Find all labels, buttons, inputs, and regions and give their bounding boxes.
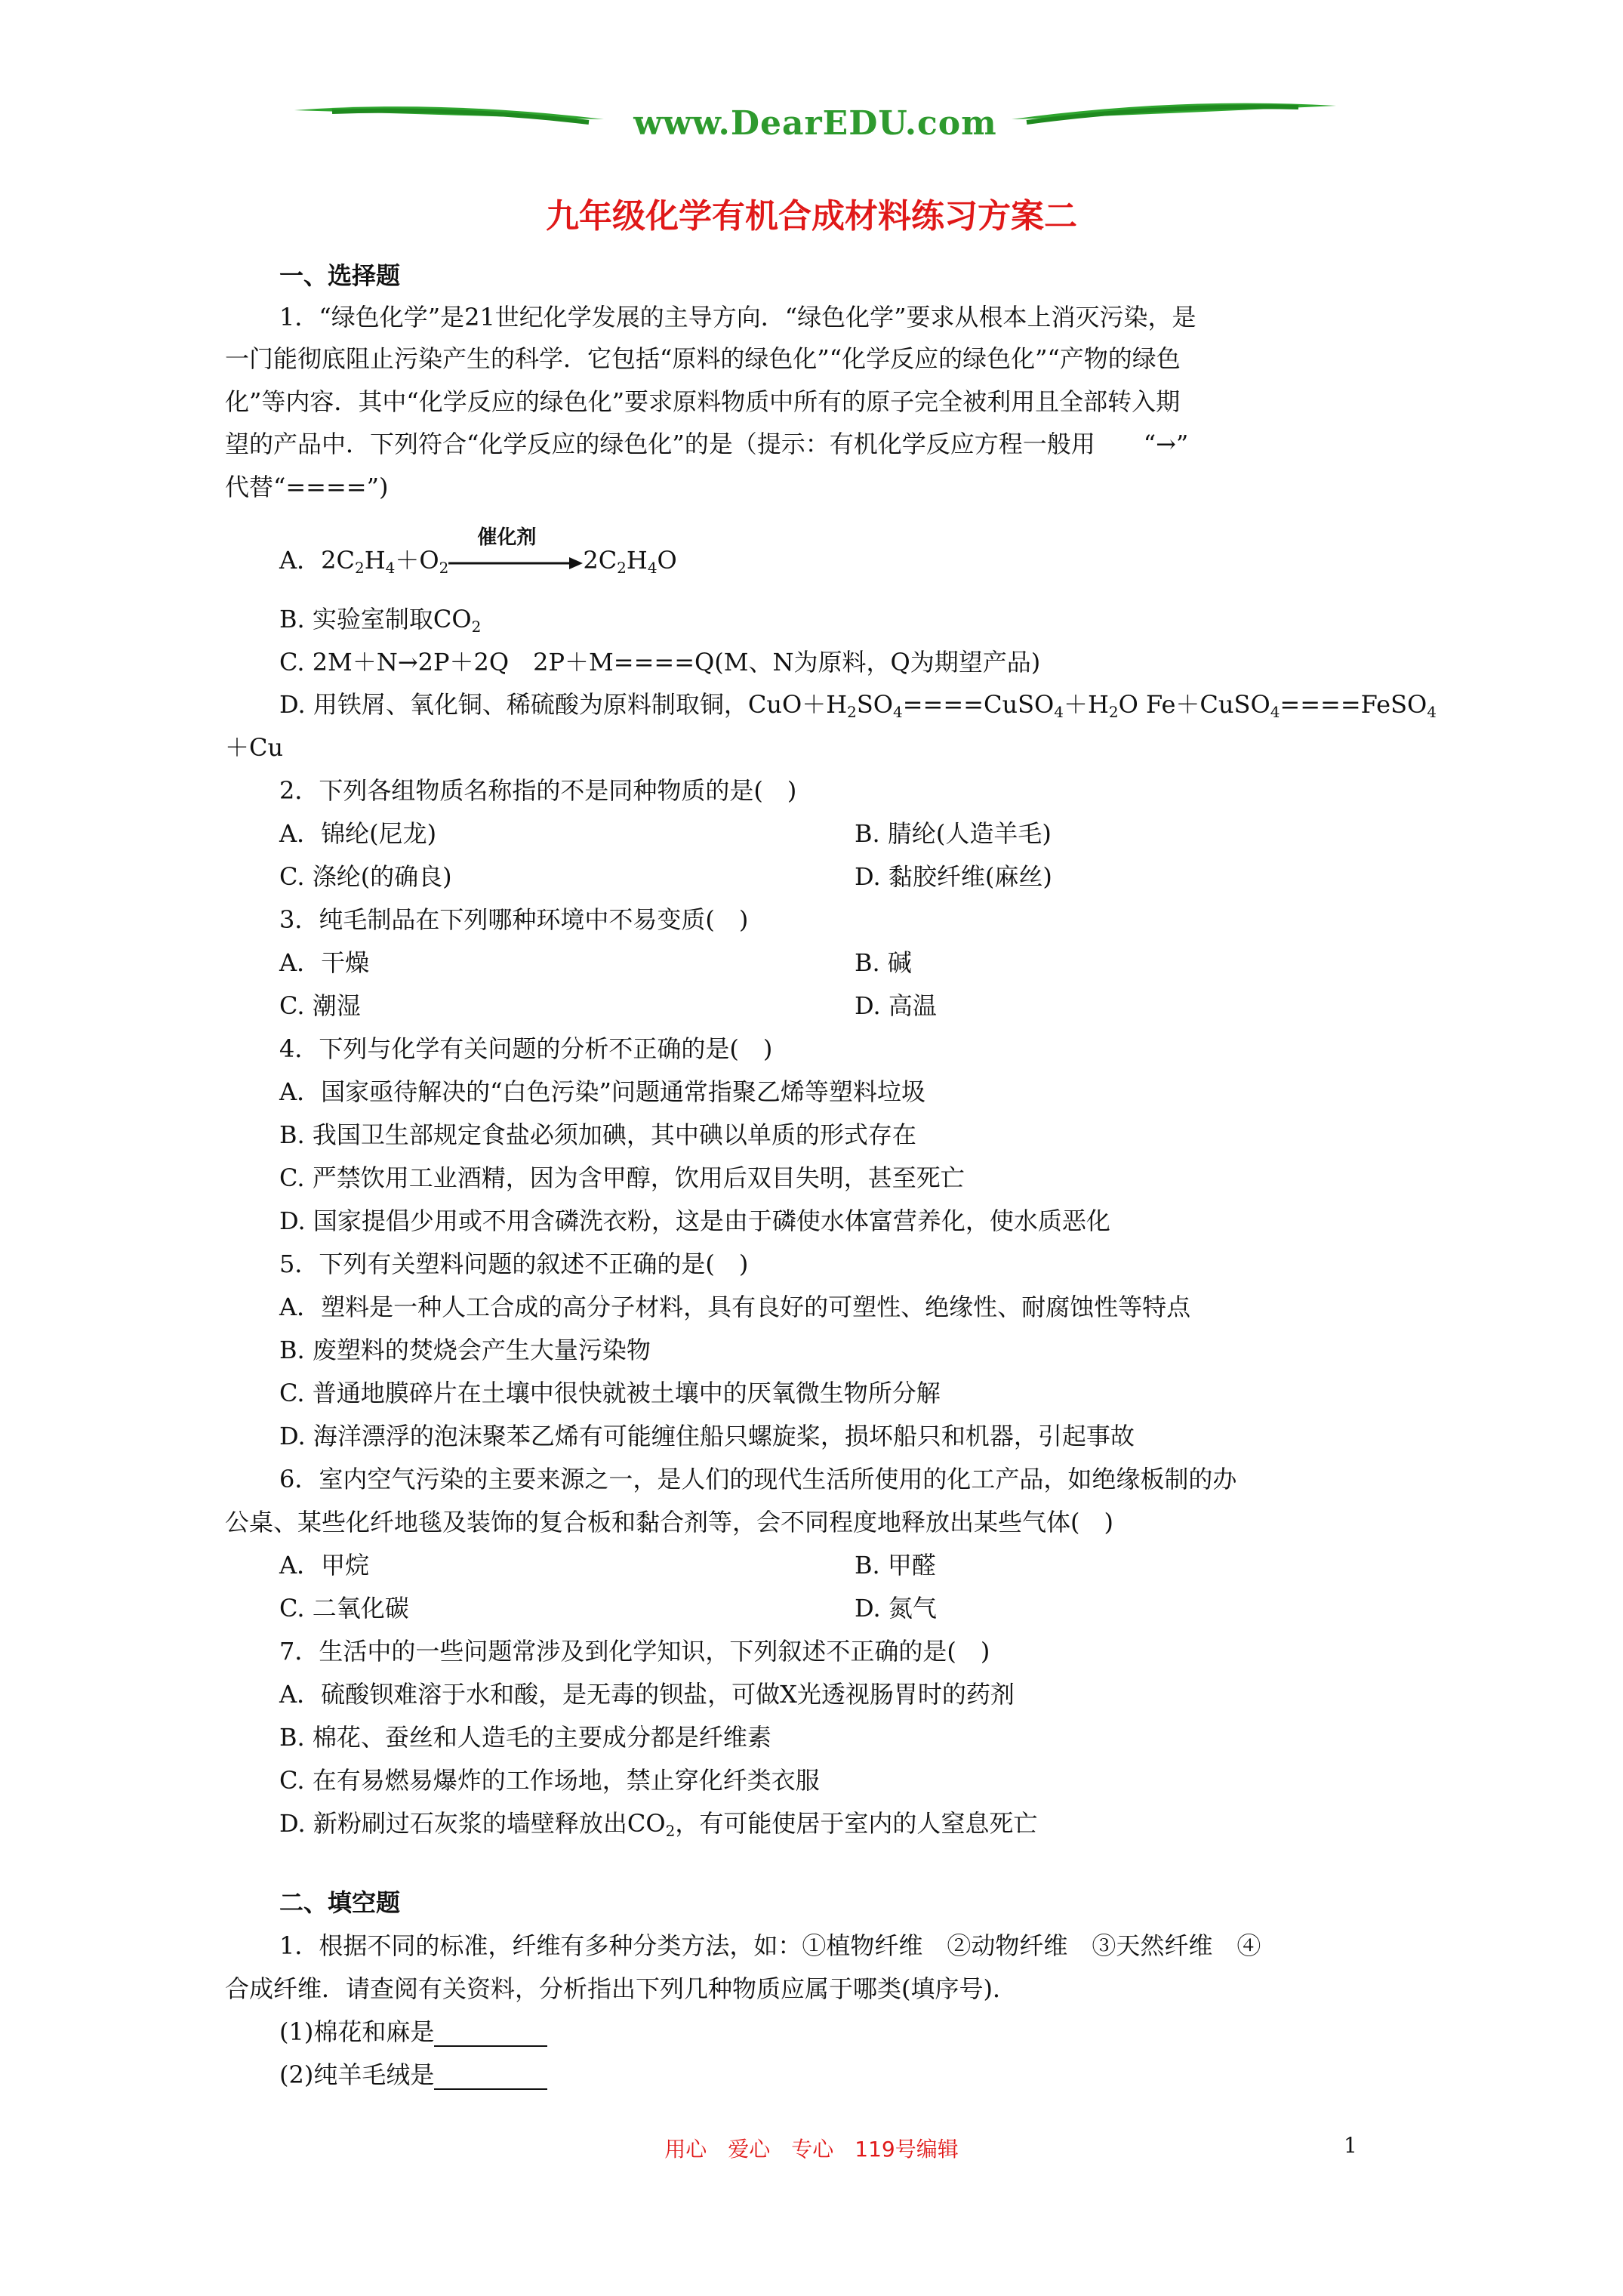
q1-option-b-text: B. 实验室制取CO <box>279 605 472 633</box>
q1-option-a-label: A．2C <box>279 546 355 575</box>
q7-option: A．硫酸钡难溶于水和酸，是无毒的钡盐，可做X光透视肠胃时的药剂 <box>279 1680 1015 1709</box>
page-number: 1 <box>1344 2133 1357 2158</box>
q6-option: D. 氮气 <box>855 1594 937 1623</box>
q3-option: C. 潮湿 <box>279 991 361 1020</box>
q5-stem: 5．下列有关塑料问题的叙述不正确的是( ) <box>279 1250 749 1278</box>
q7-option: C. 在有易燃易爆炸的工作场地，禁止穿化纤类衣服 <box>279 1766 820 1795</box>
q3-option: D. 高温 <box>855 991 937 1020</box>
q7-stem: 7．生活中的一些问题常涉及到化学知识，下列叙述不正确的是( ) <box>279 1637 990 1666</box>
q7-option-d-tail: ，有可能使居于室内的人窒息死亡 <box>675 1809 1038 1838</box>
q7-option: B. 棉花、蚕丝和人造毛的主要成分都是纤维素 <box>279 1723 771 1752</box>
q4-option: A．国家亟待解决的“白色污染”问题通常指聚乙烯等塑料垃圾 <box>279 1077 925 1106</box>
page-title: 九年级化学有机合成材料练习方案二 <box>546 197 1077 236</box>
q3-stem: 3．纯毛制品在下列哪种环境中不易变质( ) <box>279 905 749 934</box>
q5-option: A．塑料是一种人工合成的高分子材料，具有良好的可塑性、绝缘性、耐腐蚀性等特点 <box>279 1293 1191 1321</box>
q2-stem: 2．下列各组物质名称指的不是同种物质的是( ) <box>279 776 797 805</box>
q6-option: B. 甲醛 <box>855 1551 936 1579</box>
q6-option: C. 二氧化碳 <box>279 1594 409 1623</box>
q1-line: 一门能彻底阻止污染产生的科学．它包括“原料的绿色化”“化学反应的绿色化”“产物的绿色 <box>225 344 1181 373</box>
q6-stem: 6．室内空气污染的主要来源之一，是人们的现代生活所使用的化工产品，如绝缘板制的办 <box>279 1465 1237 1493</box>
s2-item <box>279 2060 547 2090</box>
answer-blank[interactable] <box>434 2023 547 2047</box>
s2-q1-line: 合成纤维．请查阅有关资料，分析指出下列几种物质应属于哪类(填序号)． <box>225 1974 1017 2003</box>
q1-option-c: C. 2M＋N→2P＋2Q 2P＋M====Q(M、N为原料，Q为期望产品) <box>279 648 1041 676</box>
q6-option: A．甲烷 <box>279 1551 370 1579</box>
q5-option: B. 废塑料的焚烧会产生大量污染物 <box>279 1336 651 1364</box>
s2-q1-line: 1．根据不同的标准，纤维有多种分类方法，如：①植物纤维 ②动物纤维 ③天然纤维 ④ <box>279 1931 1261 1960</box>
q4-stem: 4．下列与化学有关问题的分析不正确的是( ) <box>279 1034 773 1063</box>
q2-option: D. 黏胶纤维(麻丝) <box>855 862 1052 891</box>
q2-option: C. 涤纶(的确良) <box>279 862 452 891</box>
q1-option-d-cont: ＋Cu <box>225 733 284 762</box>
q3-option: B. 碱 <box>855 948 912 977</box>
q4-option: C. 严禁饮用工业酒精，因为含甲醇，饮用后双目失明，甚至死亡 <box>279 1163 965 1192</box>
catalyst-arrow <box>448 526 583 575</box>
q6-stem: 公桌、某些化纤地毯及装饰的复合板和黏合剂等，会不同程度地释放出某些气体( ) <box>225 1508 1113 1536</box>
q5-option: C. 普通地膜碎片在土壤中很快就被土壤中的厌氧微生物所分解 <box>279 1379 941 1407</box>
q3-option: A．干燥 <box>279 948 370 977</box>
q1-option-d: D. 用铁屑、氧化铜、稀硫酸为原料制取铜，$CuO+H_2SO_4====CuSO_4+H_2O$ Fe＋CuSO$_4$====FeSO$_4$ <box>279 690 1437 721</box>
q1-option-a: A．$2C_2H_4+O_2$ 催化剂 $2C_2H_4O$ <box>279 545 677 583</box>
site-name: www.DearEDU.com <box>633 104 997 143</box>
answer-blank[interactable] <box>434 2066 547 2090</box>
footer-text: 用心 爱心 专心 119号编辑 <box>664 2137 959 2162</box>
q5-option: D. 海洋漂浮的泡沫聚苯乙烯有可能缠住船只螺旋桨，损坏船只和机器，引起事故 <box>279 1422 1135 1450</box>
catalyst-label: 催化剂 <box>477 526 537 549</box>
section-heading-choice: 一、选择题 <box>279 261 401 290</box>
q1-line: 1．“绿色化学”是21世纪化学发展的主导方向．“绿色化学”要求从根本上消灭污染，是 <box>279 303 1196 331</box>
s2-item-label: (2)纯羊毛绒是 <box>279 2060 435 2089</box>
q7-option-d: D. 新粉刷过石灰浆的墙壁释放出$CO_2$，有可能使居于室内的人窒息死亡 <box>279 1809 1038 1840</box>
q2-option: B. 腈纶(人造羊毛) <box>855 819 1052 848</box>
q1-line: 望的产品中．下列符合“化学反应的绿色化”的是（提示：有机化学反应方程一般用 “→” <box>225 430 1189 458</box>
q1-line: 代替“====”) <box>225 473 389 501</box>
q4-option: B. 我国卫生部规定食盐必须加碘，其中碘以单质的形式存在 <box>279 1120 916 1149</box>
q1-option-d-text: D. 用铁屑、氧化铜、稀硫酸为原料制取铜，CuO＋H <box>279 690 848 719</box>
q1-line: 化”等内容．其中“化学反应的绿色化”要求原料物质中所有的原子完全被利用且全部转入期 <box>225 387 1181 416</box>
reaction-arrow-icon <box>448 556 583 571</box>
q7-option-d-text: D. 新粉刷过石灰浆的墙壁释放出CO <box>279 1809 666 1838</box>
section-heading-fill: 二、填空题 <box>279 1888 401 1917</box>
header-banner <box>287 89 1344 154</box>
s2-item <box>279 2017 547 2047</box>
q1-option-b: B. 实验室制取$CO_2$ <box>279 605 482 636</box>
s2-item-label: (1)棉花和麻是 <box>279 2017 435 2046</box>
q2-option: A．锦纶(尼龙) <box>279 819 437 848</box>
q4-option: D. 国家提倡少用或不用含磷洗衣粉，这是由于磷使水体富营养化，使水质恶化 <box>279 1207 1110 1235</box>
